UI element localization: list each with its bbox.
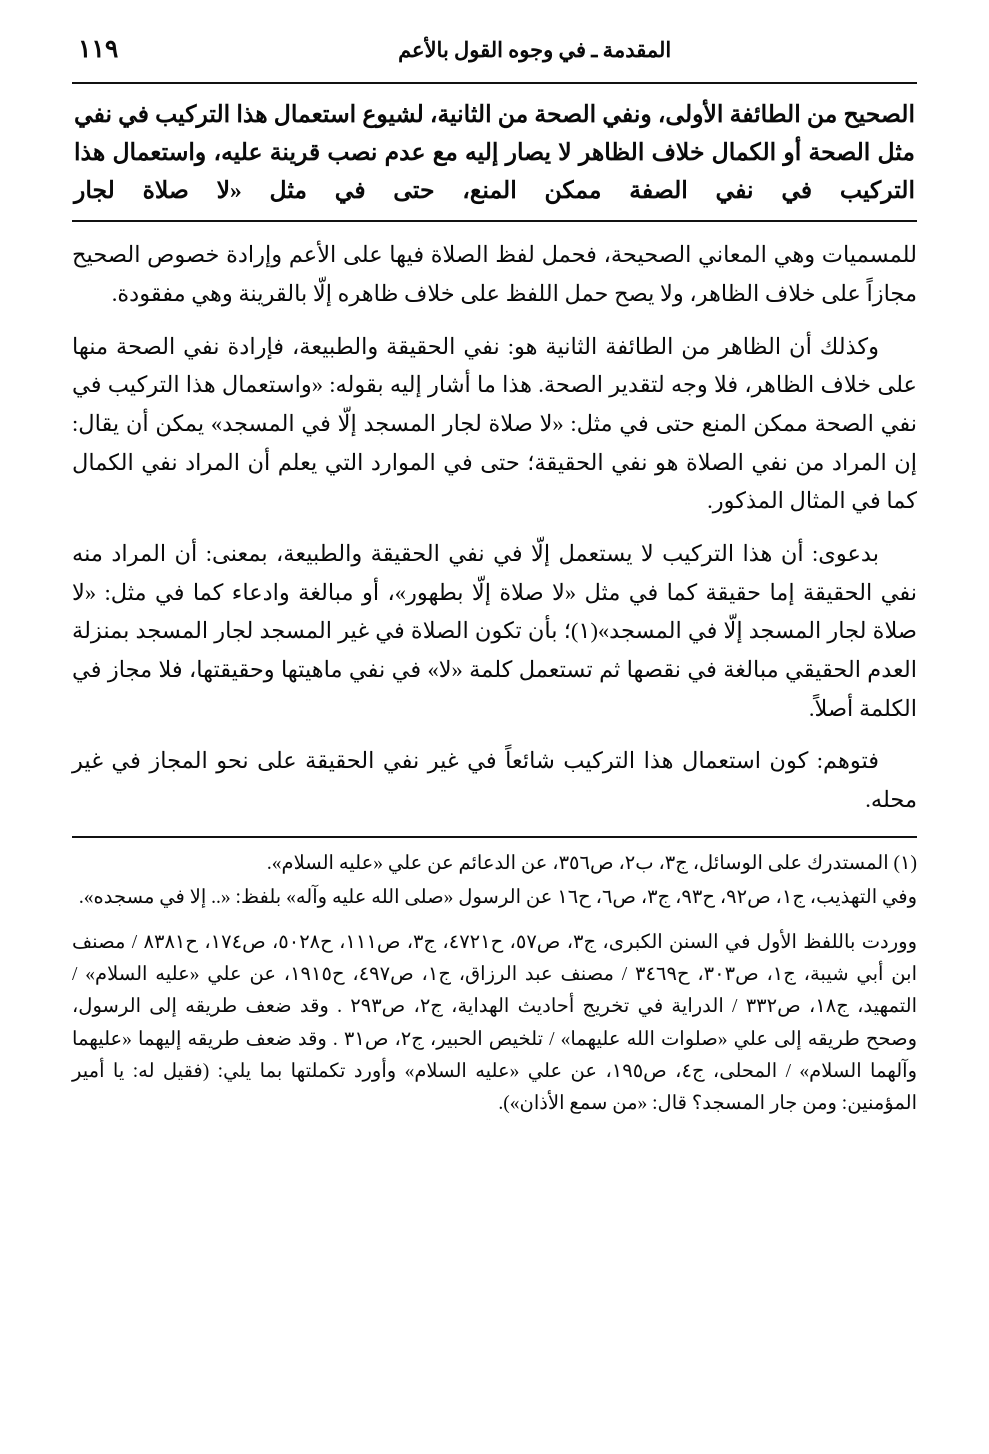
footnote-spacer [72,917,917,927]
page-header [72,34,917,64]
footnote-1-line-1: (١) المستدرك على الوسائل، ج٣، ب٢، ص٣٥٦، عن الدعائم عن علي «عليه السلام». [266,852,917,874]
running-head-title: المقدمة ـ في وجوه القول بالأعم [398,38,672,62]
footnote-separator [72,836,917,838]
paragraph-spacer [72,316,917,328]
body-paragraph-1: للمسميات وهي المعاني الصحيحة، فحمل لفظ الصلاة فيها على الأعم وإرادة خصوص الصحيح مجازاً على خلاف الظاهر، ولا يصح حمل اللفظ على خلاف ظاهره إلّا بالقرينة وهي مفقودة. [72,242,917,306]
footnote-separator-wrap [72,836,917,838]
footnote-2-line-1: ووردت باللفظ الأول في السنن الكبرى، ج٣، ص٥٧، ح٤٧٢١، ج٣، ص١١١، ح٥٠٢٨، ص١٧٤، ح٨٣٨١ / مصنف ابن أبي شيبة، ج١، ص٣٠٣، ح٣٤٦٩ / مصنف عبد الرزاق، ج١، ص٤٩٧، ح١٩١٥، عن علي «عليه السلام» / التمهيد، ج١٨، ص٣٣٢ / الدراية في تخريج أحاديث الهداية، ج٢، ص٢٩٣ . وقد ضعف طريقه إلى الرسول، وصحح طريقه إلى علي «صلوات الله عليهما» / تلخيص الحبير، ج٢، ص٣١ . وقد ضعف طريقه إليهما «عليهما وآلهما السلام» / المحلى، ج٤، ص١٩٥، عن علي «عليه السلام» وأورد تكملتها بما يلي: (فقيل له: يا أمير المؤمنين: ومن جار المسجد؟ قال: «من سمع الأذان»). [72,931,917,1115]
footnote-1-line-2: وفي التهذيب، ج١، ص٩٢، ح٩٣، ج٣، ص٦، ح١٦ عن الرسول «صلى الله عليه وآله» بلفظ: «.. إلا في مسجده». [78,887,917,909]
footnotes-section [72,848,917,1121]
body-paragraph-3: بدعوى: أن هذا التركيب لا يستعمل إلّا في نفي الحقيقة والطبيعة، بمعنى: أن المراد منه نفي الحقيقة إما حقيقة كما في مثل «لا صلاة إلّا بطهور»، أو مبالغة وادعاء كما في مثل: «لا صلاة لجار المسجد إلّا في المسجد»(١)؛ بأن تكون الصلاة في غير المسجد لجار المسجد بمنزلة العدم الحقيقي مبالغة في نقصها ثم تستعمل كلمة «لا» في نفي ماهيتها وحقيقتها، فلا مجاز في الكلمة أصلاً. [72,541,917,721]
paragraph-spacer [72,523,917,535]
body-paragraph-2: وكذلك أن الظاهر من الطائفة الثانية هو: نفي الحقيقة والطبيعة، فإرادة نفي الصحة منها على خلاف الظاهر، فلا وجه لتقدير الصحة. هذا ما أشار إليه بقوله: «واستعمال هذا التركيب في نفي الصحة ممكن المنع حتى في مثل: «لا صلاة لجار المسجد إلّا في المسجد» يمكن أن يقال: إن المراد من نفي الصلاة هو نفي الحقيقة؛ حتى في الموارد التي يعلم أن المراد نفي الكمال كما في المثال المذكور. [72,333,917,514]
paragraph-spacer [72,730,917,742]
page-number: ١١٩ [78,36,119,63]
intro-paragraph: الصحيح من الطائفة الأولى، ونفي الصحة من الثانية، لشيوع استعمال هذا التركيب في نفي مثل الصحة أو الكمال خلاف الظاهر لا يصار إليه مع عدم نصب قرينة عليه، واستعمال هذا التركيب في نفي الصفة ممكن المنع، حتى في مثل «لا صلاة لجار [74,102,915,205]
highlighted-intro-block [72,84,917,220]
body-text [72,222,917,820]
body-paragraph-4: فتوهم: كون استعمال هذا التركيب شائعاً في غير نفي الحقيقة على نحو المجاز في غير محله. [72,748,917,813]
